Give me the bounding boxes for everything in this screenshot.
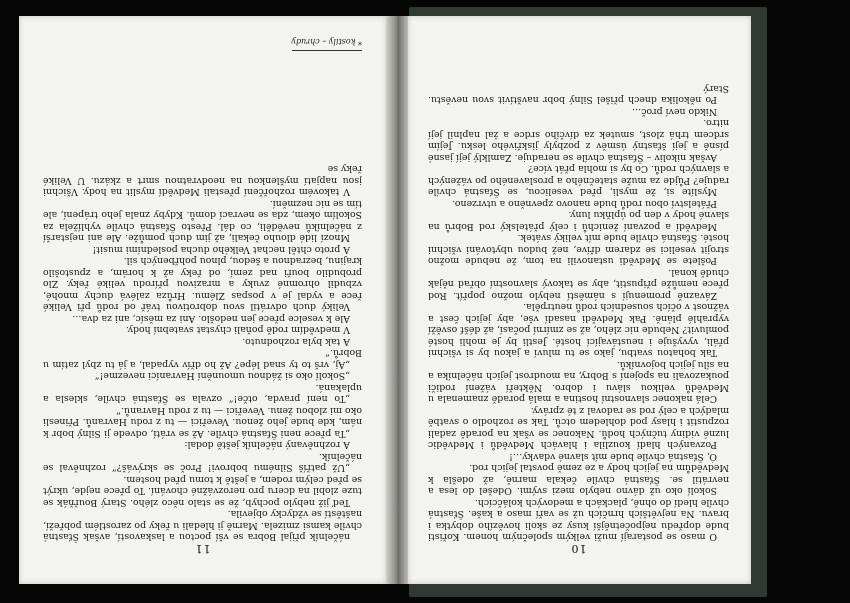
paragraph: Veliký duch odvrátil svou dobrotivou tvář od rodů při Veliké řece a vydal je v pospas Zlému. Hrůza zalévá duchy mnohé, vzbudil ohromné zvuky a mrazivou přírodu veliké řeky. Zlo probudilo bouři nad zemí, od řeky až k horám, a zpustošilo krajinu, bezradnou a šedou, plnou pohřbených sil. — [43, 255, 362, 313]
paragraph: Sokolí oko už dávno nebylo mezi svými. Odešel do lesa a nevrátil se. Šťastná chvíle čekala marně, až odešla k Medvědům na jejich hody a ze země povstal jejich rod. — [428, 462, 729, 497]
paragraph: O maso se postarají muži velkým společným honem. Kořisti bude dopředu nejpočetnější kusy ze skoli hovězího dobytka i bravu. Na největších hrnčích už se vaří maso a kaše. Šťastná chvíle hledí do ohně, plackách a medových koláčcích. — [428, 497, 729, 543]
left-page-number: 11 — [194, 542, 211, 555]
paragraph: „To není pravda, otče!“ ozvala se Šťastná chvíle, sklesla a uplakaná. — [43, 382, 362, 405]
left-page-body — [43, 163, 362, 543]
paragraph: Po několika dnech přišel Silný bobr navštívit svou nevěstu. Starý — [428, 83, 729, 106]
paragraph: Ó, Šťastná chvíle bude mít slavné vdavky…! — [509, 451, 717, 462]
footnote-rule — [292, 51, 362, 52]
paragraph: „Sokolí oko si žádnou umounění Havraníci nevezme!“ — [94, 370, 350, 382]
book-gutter — [386, 16, 408, 584]
paragraph: Závazně promenují s náměstí nebylo možno popřít. Rod přece nemůže připustit, aby se takový slavnostní obřad nějak chudě konal. — [428, 267, 729, 301]
paragraph: Avšak nikoliv – Šťastná chvíle se neraduje. Zamlklý její jasné písně a její šťastný úsměv z pozbyly jiskřivého lesku. Jejím srdcem trhá zlost, smutek za dívčího srdce a žal naplnil její nitro. — [428, 117, 729, 163]
footnote — [43, 36, 362, 52]
paragraph: A tak byla rozhodnuto. — [242, 336, 350, 347]
paragraph: Ale k veselce přece jen nedošlo. Ani za měsíc, ani za dva… — [72, 313, 350, 324]
left-page-content — [43, 36, 362, 564]
left-page — [19, 16, 386, 584]
paragraph: V takovém rozhořčení přestali Medvědí myslit na hody. Všichni jsou napjatí myšlenkou na neodvratnou smrt a zkázu. U Veliké řeky se — [43, 163, 362, 198]
right-page — [408, 16, 751, 584]
paragraph: A proto chtěl nechat Velkého ducha posledními musit! — [92, 244, 350, 255]
paragraph: Celá nakonec slavnostní hostina a malá poradě znamenala u Medvědů velikou slávu i dobro. Někteří vážení rodiči poukazovali na spojení s Bobry, na moudrost jejich náčelníka a na sílu jejich bojovníků. — [428, 359, 729, 405]
paragraph: „Aj, vrš to ty snad lépe? Až ho dřív vypadal, a já tu zbyl zatím u Bobrů.“ — [43, 347, 362, 370]
paragraph: „Už patříš Silnému bobrovi! Proč se skrýváš?“ rozhněval se náčelník. — [43, 451, 362, 474]
paragraph: náčelník přijal Bobra se vší poctou a laskavostí, avšak Šťastná chvíle kamsi zmizela. Marně ji hledali u řeky po zarostlém pobřeží, naštěstí se vždycky objevila. — [43, 508, 362, 543]
paragraph: Pošlete se Medvědi ustanovili na tom, že nebude možno strojit veselici se zdarem dříve, než budou ubytováni všichni hosté. Šťastná chvíle bude mít veliký svátek. — [428, 232, 729, 267]
left-page-rotated — [19, 16, 386, 584]
paragraph: Myslíte si, že mysli, před veselicou, se Šťastná chvíle raduje? Půjde za muže statečného a proslaveného po vážených a slavných rodů. Co by si mohla přát více? — [428, 163, 729, 198]
paragraph: Mnozí lidé dlouho čekali, až jim duch pomůže. Ale ani nejstarší z náčelníků nevěděli, co dál. Přesto Šťastná chvíle vyhlížela za Sokolím okem, zda se nevrací domů. Kdyby znala jeho trápení, ale tím se nic nezmění. — [43, 198, 362, 244]
footnote-text: * kostily – chrudy — [291, 37, 362, 47]
paragraph: Medvědí a pozvaní ženichů i celý přátelský rod Bobrů na slavné hody v den po úplňku luny. — [428, 209, 729, 232]
right-page-content — [428, 36, 729, 564]
right-page-rotated — [408, 16, 751, 584]
paragraph: Přátelství obou rodů bude nanovo zpevněno a utvrzeno. — [452, 198, 717, 209]
paragraph: Tak bohatou svatbu, jako se tu mluví a jakou by si všichni přáli, vyvyšuje i neustávající hosté. Jestli by je mohli hosté pomluvit? Nebude nic zlého, až se zmírní počasí, až déšť osvěží vyprahlé pláně. Pak Medvědi nasadí vše, aby jejich čest a vážnost v očích sousedních rodů neutrpěla. — [428, 301, 729, 359]
paragraph: V medvědím rodě poňali chystat svatební hody. — [125, 324, 350, 336]
paragraph: A rozhněvaný náčelník ještě dodal: — [184, 439, 350, 451]
paragraph: Pozvaných hladí kouzlila i hlavách Medvědů i Medvědic luzné vidiny tučných hodů. Nakonec se však na poradě zadali rozpustit i hlasy pod dohledem otců. Tak se rozhodlo o svatbě mladých a celý rod se radoval z té zprávy. — [428, 405, 729, 451]
paragraph: Nikdo neví proč… — [631, 106, 717, 117]
right-page-body — [428, 83, 729, 543]
right-page-number: 10 — [570, 542, 587, 555]
paragraph: „Ta přece neni Šťastná chvíle. Až se vrátí, odvede ji Silný bobr k nám, kde bude jeho ženou. Veveřici — tu z rodu Havranů. Přinesli oko mi zlobou ženu. Veveřici — tu z rodu Havranů.“ — [43, 405, 362, 439]
paragraph: Teď již nebylo pochyb, že se stalo něco zlého. Starý Bouřňák se tuze zlobil na dceru pro nerozvážné chování. To přece nejde, ukrýt se před celým rodem, a ještě k tomu před hostem. — [43, 474, 362, 508]
